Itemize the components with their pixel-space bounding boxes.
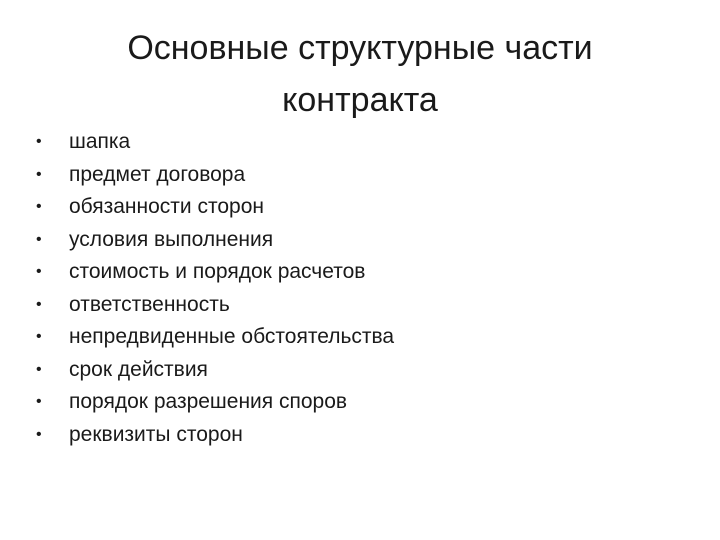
slide-title — [48, 22, 672, 126]
list-item — [36, 354, 676, 387]
list-item-text: срок действия — [69, 357, 208, 381]
list-item-text: предмет договора — [69, 162, 246, 186]
list-item — [36, 321, 676, 354]
list-item — [36, 289, 676, 322]
list-item-text: обязанности сторон — [69, 195, 264, 218]
slide-title-line: Основные структурные части — [127, 29, 593, 67]
list-item — [36, 224, 676, 257]
list-item-text: порядок разрешения споров — [69, 390, 348, 413]
bullet-dot-icon: • — [36, 165, 42, 183]
list-item-text: стоимость и порядок расчетов — [69, 260, 366, 283]
bullet-dot-icon: • — [36, 425, 42, 443]
bullet-dot-icon: • — [36, 295, 42, 313]
bullet-dot-icon: • — [36, 328, 42, 345]
list-item-text: реквизиты сторон — [69, 422, 243, 446]
list-item — [36, 126, 676, 159]
list-item-text: условия выполнения — [69, 227, 274, 251]
list-item — [36, 386, 676, 419]
list-item — [36, 159, 676, 192]
bullet-list — [36, 126, 676, 451]
slide-title-line: контракта — [282, 81, 438, 119]
bullet-dot-icon: • — [36, 198, 42, 215]
list-item — [36, 191, 676, 224]
list-item-text: шапка — [69, 130, 131, 153]
list-item-text: непредвиденные обстоятельства — [69, 325, 395, 348]
list-item-text: ответственность — [69, 292, 230, 316]
bullet-dot-icon: • — [36, 133, 42, 150]
list-item — [36, 419, 676, 452]
bullet-dot-icon: • — [36, 393, 42, 410]
bullet-dot-icon: • — [36, 263, 42, 280]
list-item — [36, 256, 676, 289]
bullet-dot-icon: • — [36, 360, 42, 378]
bullet-dot-icon: • — [36, 230, 42, 248]
